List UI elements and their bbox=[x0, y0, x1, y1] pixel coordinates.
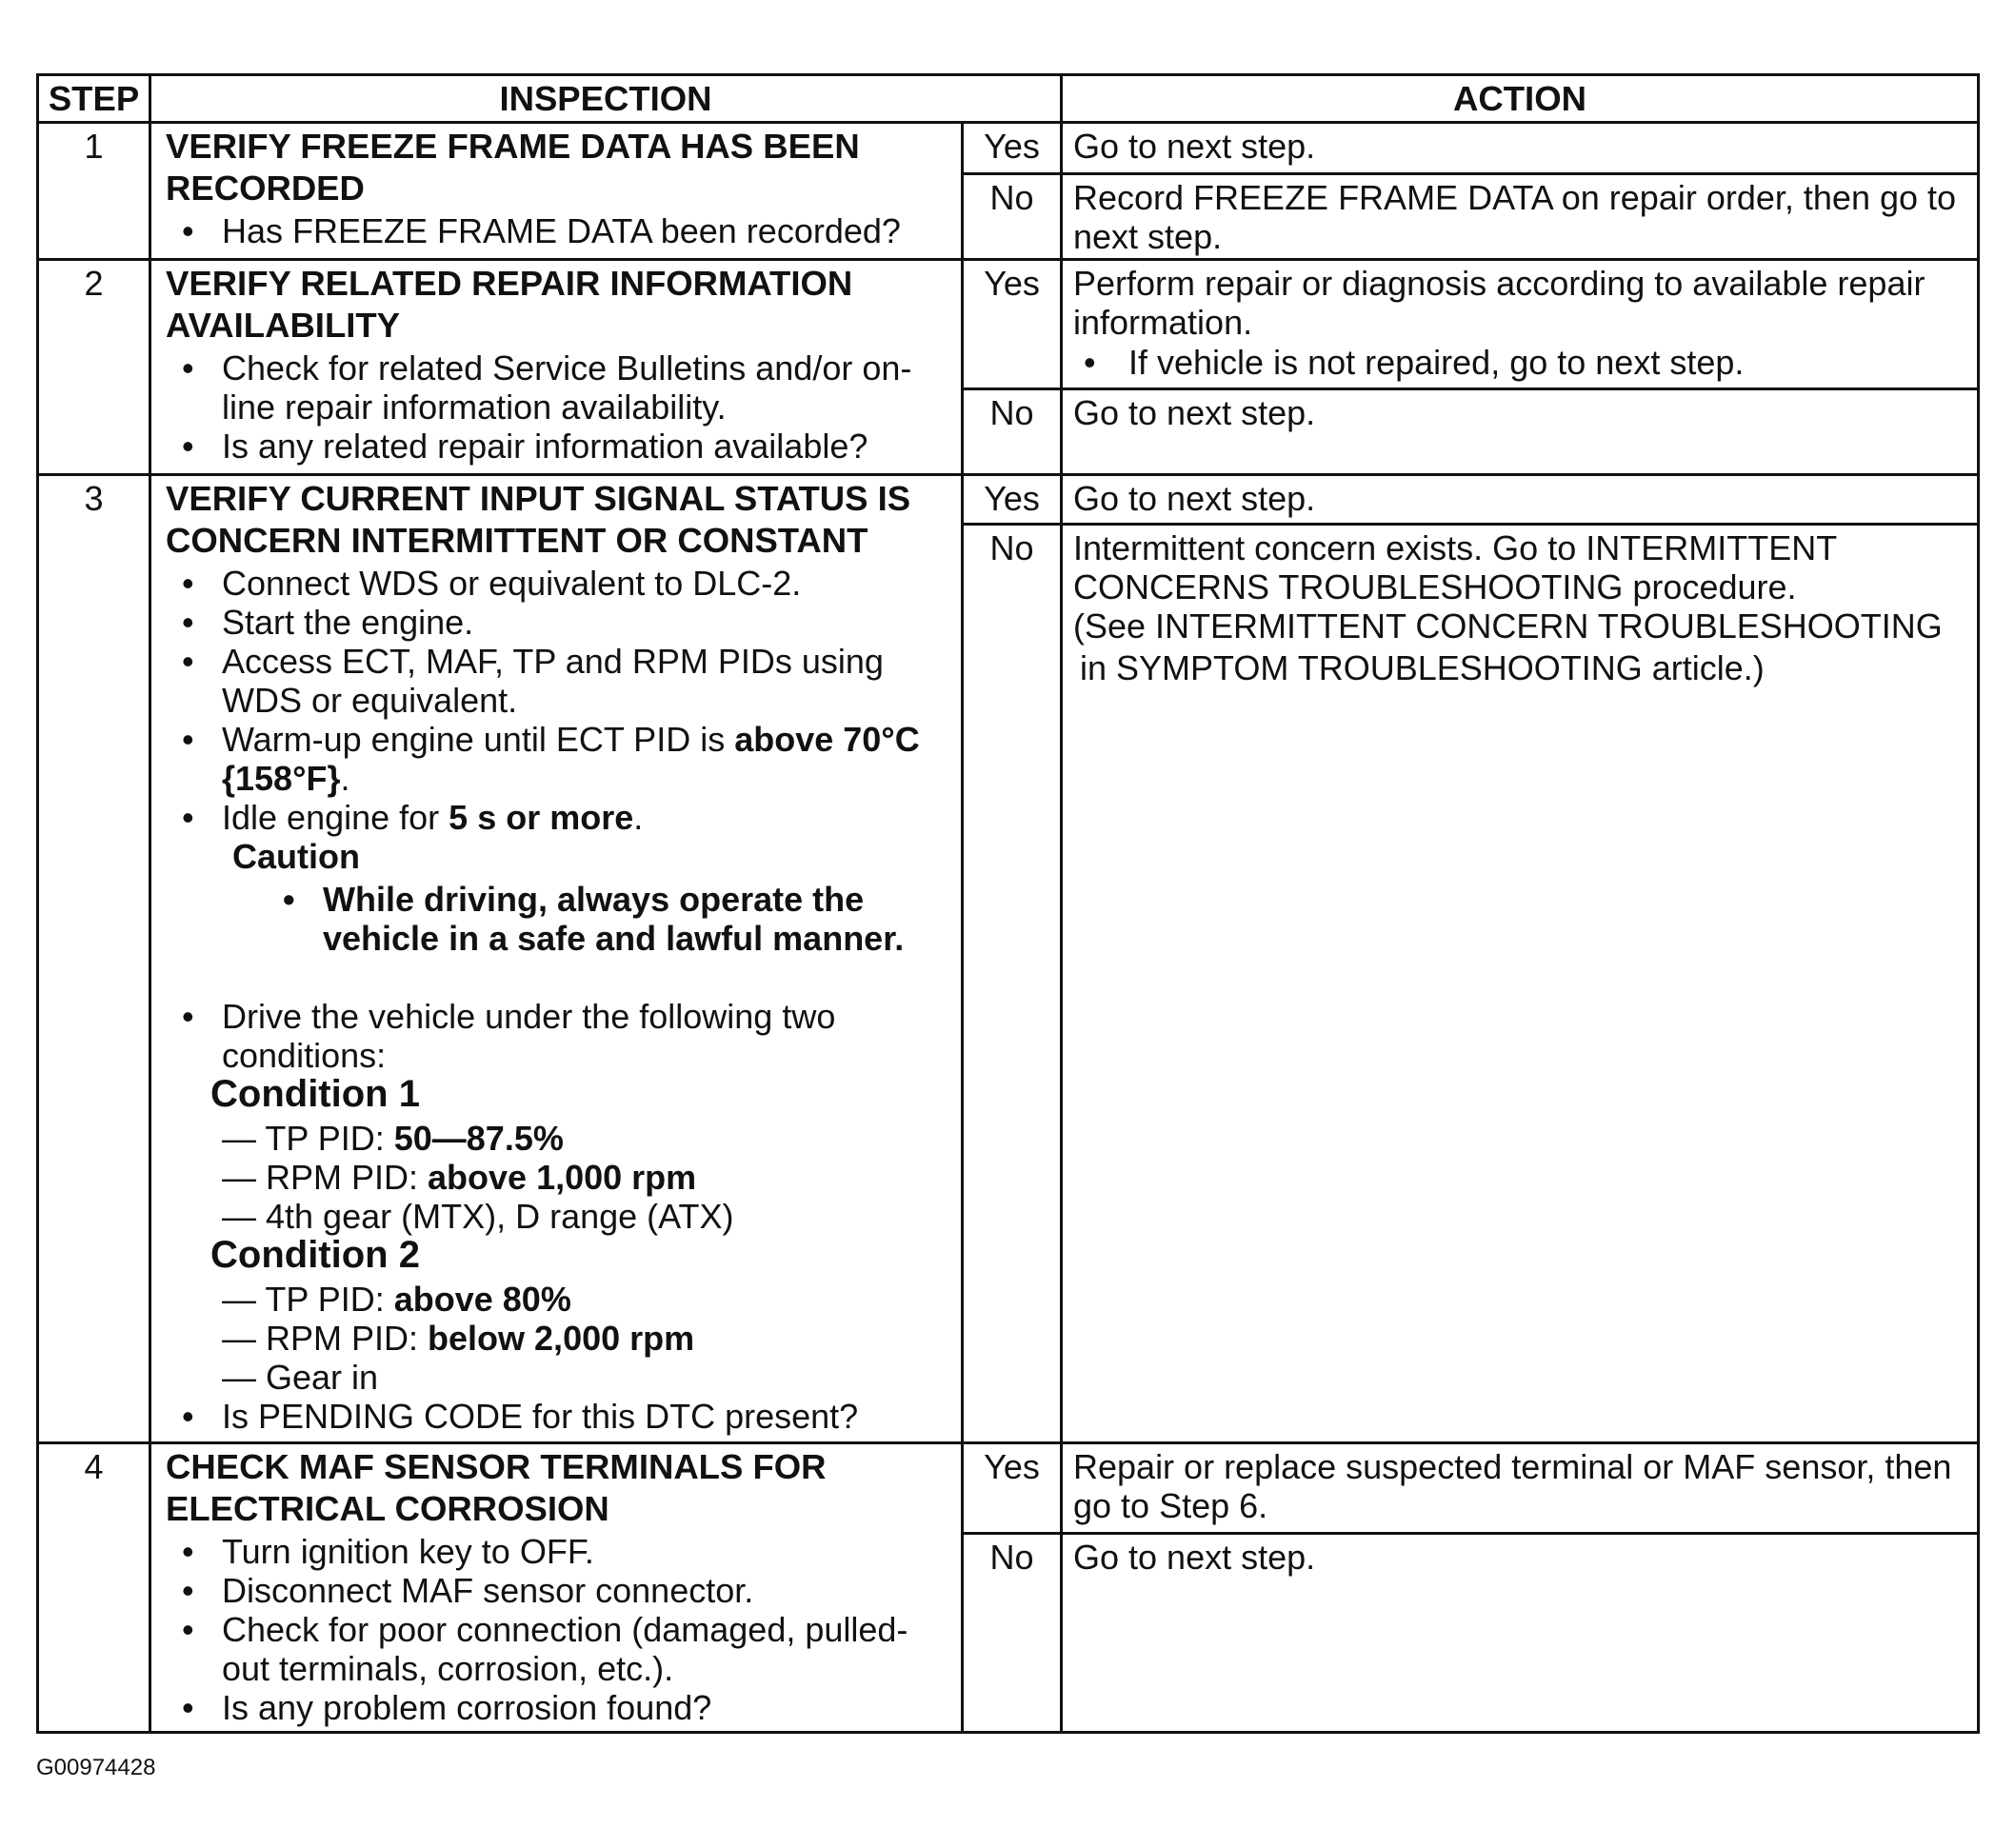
text-segment: vehicle in a safe and lawful manner. bbox=[323, 919, 905, 958]
text-line bbox=[222, 997, 961, 1036]
heading-block bbox=[166, 1446, 961, 1530]
figure-id: G00974428 bbox=[36, 1755, 156, 1780]
text-line bbox=[1073, 178, 1977, 217]
text-line bbox=[1073, 303, 1977, 342]
text-segment: Connect WDS or equivalent to DLC-2. bbox=[222, 564, 802, 603]
text-line bbox=[1073, 264, 1977, 303]
dash-block bbox=[166, 1119, 961, 1158]
text-segment: WDS or equivalent. bbox=[222, 681, 518, 720]
bold-text: above 1,000 rpm bbox=[428, 1158, 697, 1197]
text-line bbox=[1073, 606, 1977, 646]
text-line bbox=[222, 1197, 961, 1236]
caution-bullet-block bbox=[166, 880, 961, 958]
text-segment: — 4th gear (MTX), D range (ATX) bbox=[222, 1197, 734, 1236]
text-line bbox=[222, 1610, 961, 1649]
bullet-marker bbox=[283, 880, 295, 919]
step-2-no-action bbox=[1063, 390, 1980, 476]
step-4-no-label: No bbox=[964, 1535, 1063, 1734]
text-segment: next step. bbox=[1073, 217, 1223, 256]
text-line bbox=[166, 520, 961, 562]
bullet-block bbox=[166, 1397, 961, 1436]
bullet-marker bbox=[182, 798, 194, 837]
text-segment: RECORDED bbox=[166, 169, 365, 208]
text-line bbox=[1128, 343, 1977, 382]
text-segment: — TP PID: bbox=[222, 1119, 394, 1158]
text-segment: — TP PID: bbox=[222, 1280, 394, 1319]
bullet-block bbox=[166, 798, 961, 837]
text-line bbox=[222, 642, 961, 681]
text-line bbox=[222, 720, 961, 759]
step-4-inspection bbox=[151, 1444, 964, 1734]
text-segment: Caution bbox=[232, 837, 360, 876]
text-line bbox=[210, 1075, 961, 1114]
bullet-marker bbox=[182, 1610, 194, 1649]
text-block bbox=[1073, 1538, 1977, 1577]
step-2-number: 2 bbox=[39, 261, 151, 476]
bullet-marker bbox=[182, 427, 194, 466]
header-inspection: INSPECTION bbox=[151, 76, 1063, 124]
text-segment: out terminals, corrosion, etc.). bbox=[222, 1649, 674, 1688]
step-3-yes-action bbox=[1063, 476, 1980, 526]
bold-text: above 80% bbox=[393, 1280, 571, 1319]
text-line bbox=[1073, 1447, 1977, 1486]
heading-block bbox=[166, 126, 961, 209]
bullet-block bbox=[166, 720, 961, 798]
bullet-marker bbox=[182, 1532, 194, 1571]
text-segment: ELECTRICAL CORROSION bbox=[166, 1489, 609, 1528]
text-block bbox=[1073, 393, 1977, 432]
step-2-no-label: No bbox=[964, 390, 1063, 476]
text-line bbox=[222, 681, 961, 720]
text-segment: Disconnect MAF sensor connector. bbox=[222, 1571, 754, 1610]
text-line bbox=[1073, 217, 1977, 256]
text-segment: Record FREEZE FRAME DATA on repair order, then go to bbox=[1073, 178, 1957, 217]
text-line bbox=[222, 427, 961, 466]
text-segment: . bbox=[340, 759, 350, 798]
text-segment: Condition 1 bbox=[210, 1073, 420, 1115]
text-line bbox=[166, 478, 961, 520]
bullet-marker bbox=[182, 642, 194, 681]
step-2-yes-action bbox=[1063, 261, 1980, 390]
step-4-yes-action bbox=[1063, 1444, 1980, 1535]
text-line bbox=[166, 305, 961, 347]
condition-title-block bbox=[210, 1236, 961, 1275]
bullet-block bbox=[166, 1610, 961, 1688]
text-segment: information. bbox=[1073, 303, 1253, 342]
text-line bbox=[1073, 1538, 1977, 1577]
text-line bbox=[1073, 1486, 1977, 1525]
note-block bbox=[1073, 606, 1977, 687]
text-line bbox=[222, 1571, 961, 1610]
step-4-yes-label: Yes bbox=[964, 1444, 1063, 1535]
text-line bbox=[222, 759, 961, 798]
bullet-marker bbox=[182, 211, 194, 250]
text-line bbox=[222, 211, 961, 250]
bullet-marker bbox=[182, 1397, 194, 1436]
step-1-yes-label: Yes bbox=[964, 124, 1063, 175]
text-line bbox=[166, 1488, 961, 1530]
step-3-no-label: No bbox=[964, 526, 1063, 1444]
bullet-block bbox=[166, 427, 961, 466]
text-segment: Perform repair or diagnosis according to available repair bbox=[1073, 264, 1925, 303]
text-segment: Is any related repair information available? bbox=[222, 427, 868, 466]
step-3-no-action bbox=[1063, 526, 1980, 1444]
bullet-block bbox=[166, 1532, 961, 1571]
step-3-inspection bbox=[151, 476, 964, 1444]
text-segment: Check for related Service Bulletins and/or on- bbox=[222, 348, 912, 387]
text-segment: CONCERN INTERMITTENT OR CONSTANT bbox=[166, 521, 868, 560]
heading-block bbox=[166, 263, 961, 347]
bullet-marker bbox=[182, 1688, 194, 1727]
text-line bbox=[222, 1649, 961, 1688]
bold-text: {158°F} bbox=[222, 759, 341, 798]
text-line bbox=[222, 348, 961, 387]
text-segment: AVAILABILITY bbox=[166, 306, 401, 345]
text-segment: Is PENDING CODE for this DTC present? bbox=[222, 1397, 859, 1436]
text-block bbox=[1073, 178, 1977, 256]
bullet-block bbox=[166, 1571, 961, 1610]
step-3-number: 3 bbox=[39, 476, 151, 1444]
text-segment: If vehicle is not repaired, go to next step. bbox=[1128, 343, 1745, 382]
bold-text: 5 s or more bbox=[449, 798, 634, 837]
text-segment: Intermittent concern exists. Go to INTERMITTENT bbox=[1073, 528, 1838, 567]
text-segment: (See INTERMITTENT CONCERN TROUBLESHOOTING bbox=[1073, 606, 1943, 646]
text-block bbox=[1073, 1447, 1977, 1525]
text-line bbox=[1073, 479, 1977, 518]
text-line bbox=[222, 1319, 961, 1358]
caution-title-block bbox=[232, 837, 961, 876]
text-line bbox=[1073, 127, 1977, 166]
text-segment: Go to next step. bbox=[1073, 1538, 1316, 1577]
text-line bbox=[166, 168, 961, 209]
text-block bbox=[1073, 479, 1977, 518]
text-line bbox=[1073, 567, 1977, 606]
text-segment: Go to next step. bbox=[1073, 479, 1316, 518]
text-segment: Has FREEZE FRAME DATA been recorded? bbox=[222, 211, 901, 250]
step-2-inspection bbox=[151, 261, 964, 476]
text-segment: Go to next step. bbox=[1073, 127, 1316, 166]
text-block bbox=[1073, 127, 1977, 166]
text-segment: Go to next step. bbox=[1073, 393, 1316, 432]
dash-block bbox=[166, 1158, 961, 1197]
bullet-block bbox=[1073, 343, 1977, 382]
text-segment: Turn ignition key to OFF. bbox=[222, 1532, 594, 1571]
text-line bbox=[222, 1688, 961, 1727]
bold-text: above 70°C bbox=[734, 720, 920, 759]
bold-text: 50—87.5% bbox=[393, 1119, 564, 1158]
text-line bbox=[232, 837, 961, 876]
bold-text: below 2,000 rpm bbox=[428, 1319, 695, 1358]
bullet-block bbox=[166, 1688, 961, 1727]
bullet-block bbox=[166, 564, 961, 603]
condition-title-block bbox=[210, 1075, 961, 1114]
text-line bbox=[1080, 648, 1977, 687]
dash-block bbox=[166, 1358, 961, 1397]
text-segment: Idle engine for bbox=[222, 798, 449, 837]
text-segment: Warm-up engine until ECT PID is bbox=[222, 720, 735, 759]
step-4-no-action bbox=[1063, 1535, 1980, 1734]
header-action: ACTION bbox=[1063, 76, 1980, 124]
text-line bbox=[222, 1280, 961, 1319]
text-line bbox=[1073, 528, 1977, 567]
text-segment: CONCERNS TROUBLESHOOTING procedure. bbox=[1073, 567, 1797, 606]
text-line bbox=[222, 1532, 961, 1571]
bullet-marker bbox=[182, 603, 194, 642]
text-line bbox=[323, 919, 961, 958]
step-1-no-label: No bbox=[964, 175, 1063, 261]
text-line bbox=[222, 1397, 961, 1436]
text-line bbox=[222, 387, 961, 427]
text-segment: Is any problem corrosion found? bbox=[222, 1688, 712, 1727]
step-1-yes-action bbox=[1063, 124, 1980, 175]
bullet-marker bbox=[182, 1571, 194, 1610]
text-line bbox=[210, 1236, 961, 1275]
text-segment: VERIFY CURRENT INPUT SIGNAL STATUS IS bbox=[166, 479, 911, 518]
heading-block bbox=[166, 478, 961, 562]
text-segment: While driving, always operate the bbox=[323, 880, 865, 919]
text-line bbox=[222, 1358, 961, 1397]
step-4-number: 4 bbox=[39, 1444, 151, 1734]
text-block bbox=[1073, 528, 1977, 606]
step-2-yes-label: Yes bbox=[964, 261, 1063, 390]
text-segment: Check for poor connection (damaged, pulled- bbox=[222, 1610, 908, 1649]
text-segment: CHECK MAF SENSOR TERMINALS FOR bbox=[166, 1447, 827, 1486]
step-3-yes-label: Yes bbox=[964, 476, 1063, 526]
bullet-block bbox=[166, 642, 961, 720]
text-line bbox=[222, 1119, 961, 1158]
step-1-inspection bbox=[151, 124, 964, 261]
dash-block bbox=[166, 1280, 961, 1319]
dash-block bbox=[166, 1197, 961, 1236]
text-segment: conditions: bbox=[222, 1036, 387, 1075]
step-1-no-action bbox=[1063, 175, 1980, 261]
bullet-marker bbox=[182, 564, 194, 603]
bullet-block bbox=[166, 603, 961, 642]
bullet-block bbox=[166, 997, 961, 1075]
text-line bbox=[222, 1036, 961, 1075]
text-segment: . bbox=[633, 798, 644, 837]
text-line bbox=[222, 1158, 961, 1197]
header-step: STEP bbox=[39, 76, 151, 124]
text-line bbox=[166, 263, 961, 305]
dash-block bbox=[166, 1319, 961, 1358]
text-block bbox=[1073, 264, 1977, 342]
text-segment: in SYMPTOM TROUBLESHOOTING article.) bbox=[1080, 648, 1765, 687]
text-line bbox=[166, 1446, 961, 1488]
text-segment: VERIFY FREEZE FRAME DATA HAS BEEN bbox=[166, 127, 860, 166]
text-line bbox=[222, 798, 961, 837]
bullet-block bbox=[166, 211, 961, 250]
bullet-marker bbox=[1084, 343, 1096, 382]
bullet-marker bbox=[182, 997, 194, 1036]
text-segment: line repair information availability. bbox=[222, 387, 727, 427]
text-line bbox=[222, 603, 961, 642]
bullet-marker bbox=[182, 348, 194, 387]
text-line bbox=[1073, 393, 1977, 432]
bullet-block bbox=[166, 348, 961, 427]
text-segment: Condition 2 bbox=[210, 1234, 420, 1276]
text-line bbox=[323, 880, 961, 919]
text-segment: VERIFY RELATED REPAIR INFORMATION bbox=[166, 264, 853, 303]
step-1-number: 1 bbox=[39, 124, 151, 261]
procedure-table bbox=[36, 73, 1980, 1734]
text-segment: Repair or replace suspected terminal or MAF sensor, then bbox=[1073, 1447, 1952, 1486]
text-line bbox=[222, 564, 961, 603]
text-segment: — RPM PID: bbox=[222, 1319, 429, 1358]
text-segment: Access ECT, MAF, TP and RPM PIDs using bbox=[222, 642, 884, 681]
text-line bbox=[166, 126, 961, 168]
text-segment: go to Step 6. bbox=[1073, 1486, 1268, 1525]
bullet-marker bbox=[182, 720, 194, 759]
text-segment: Drive the vehicle under the following two bbox=[222, 997, 836, 1036]
text-segment: Start the engine. bbox=[222, 603, 474, 642]
text-segment: — RPM PID: bbox=[222, 1158, 429, 1197]
text-segment: — Gear in bbox=[222, 1358, 379, 1397]
